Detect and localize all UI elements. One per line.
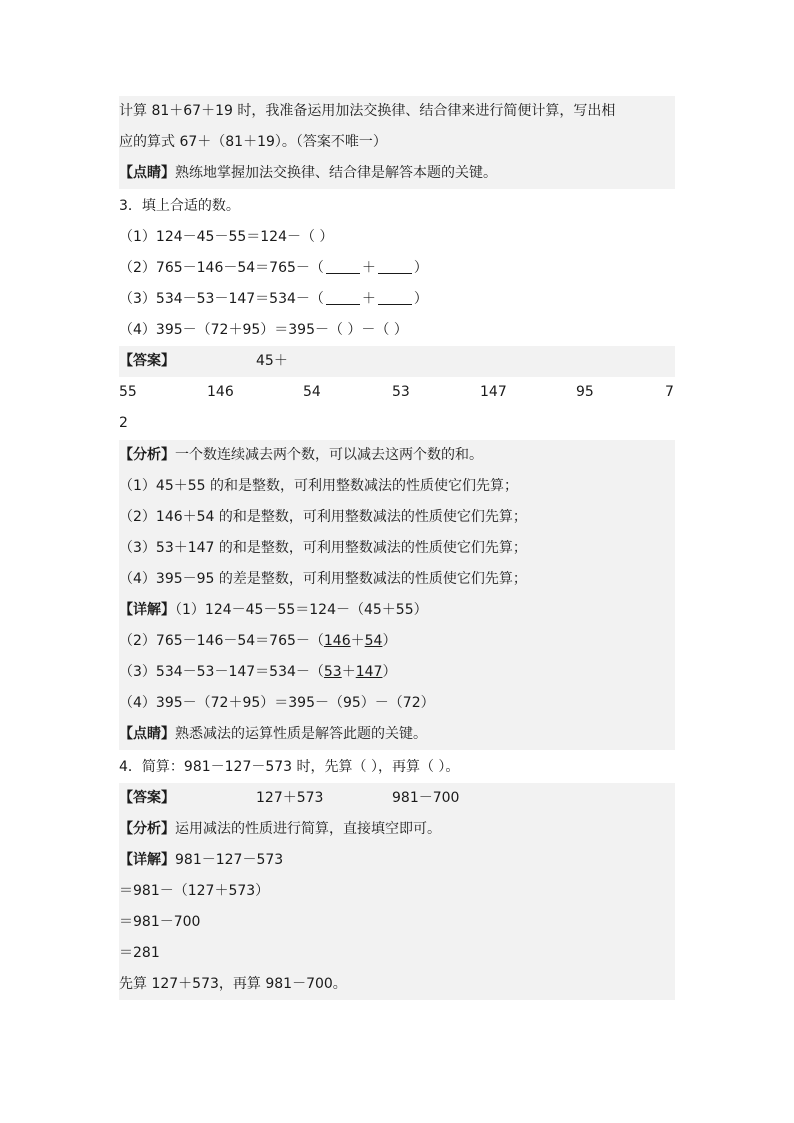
analysis-text: 一个数连续减去两个数，可以减去这两个数的和。 bbox=[175, 447, 483, 463]
q3-item-2 bbox=[119, 253, 675, 284]
q3-item-1: （1）124－45－55＝124－（ ） bbox=[119, 229, 334, 245]
answer-blank bbox=[326, 290, 360, 305]
answer-blank bbox=[326, 259, 360, 274]
q3-detail bbox=[119, 595, 675, 626]
answer-value: 54 bbox=[303, 384, 321, 400]
intro-line-2: 应的算式 67＋（81＋19）。（答案不唯一） bbox=[119, 127, 675, 158]
answer-label: 【答案】 bbox=[119, 790, 175, 806]
q3-analysis-item: （3）53＋147 的和是整数，可利用整数减法的性质使它们先算； bbox=[119, 533, 675, 564]
detail-underlined: 54 bbox=[364, 633, 383, 649]
q3-item-3 bbox=[119, 284, 675, 315]
q3-detail-2 bbox=[119, 626, 675, 657]
q4-step: ＝281 bbox=[119, 938, 675, 969]
q3-detail-4: （4）395－（72＋95）＝395－（95）－（72） bbox=[119, 688, 675, 719]
answer-value: 95 bbox=[576, 384, 594, 400]
q4-step: ＝981－（127＋573） bbox=[119, 876, 675, 907]
intro-tip bbox=[119, 158, 675, 189]
paren-close: ） bbox=[413, 291, 428, 307]
q3-analysis-item: （2）146＋54 的和是整数，可利用整数减法的性质使它们先算； bbox=[119, 502, 675, 533]
answer-blank bbox=[378, 290, 412, 305]
q4-answer-line bbox=[119, 783, 675, 814]
q3-analysis bbox=[119, 440, 675, 471]
q3-detail-3 bbox=[119, 657, 675, 688]
analysis-text: 运用减法的性质进行简算，直接填空即可。 bbox=[175, 821, 441, 837]
detail-label: 【详解】 bbox=[119, 602, 175, 618]
q4-detail bbox=[119, 845, 675, 876]
answer-blank bbox=[378, 259, 412, 274]
detail-underlined: 147 bbox=[355, 664, 383, 680]
answer-value: 45＋ bbox=[256, 353, 288, 369]
q3-analysis-item: （1）45＋55 的和是整数，可利用整数减法的性质使它们先算； bbox=[119, 471, 675, 502]
answer-value: 146 bbox=[207, 384, 234, 400]
q4-title: 4．简算：981－127－573 时，先算（ ），再算（ ）。 bbox=[119, 759, 460, 775]
paren-close: ） bbox=[413, 260, 428, 276]
q4-analysis bbox=[119, 814, 675, 845]
answer-value: 7 bbox=[665, 384, 674, 400]
tip-text: 熟悉减法的运算性质是解答此题的关键。 bbox=[175, 726, 427, 742]
q3-answer-line bbox=[119, 346, 675, 377]
plus-sign: ＋ bbox=[350, 633, 365, 649]
detail-underlined: 53 bbox=[323, 664, 342, 680]
q3-analysis-item: （4）395－95 的差是整数，可利用整数减法的性质使它们先算； bbox=[119, 564, 675, 595]
answer-value: 981－700 bbox=[392, 790, 460, 806]
q3-answer-wrap: 2 bbox=[119, 415, 128, 431]
q3-item-3-text: （3）534－53－147＝534－（ bbox=[119, 291, 324, 307]
plus-sign: ＋ bbox=[361, 260, 376, 276]
answer-label: 【答案】 bbox=[119, 353, 175, 369]
detail-label: 【详解】 bbox=[119, 852, 175, 868]
answer-value: 55 bbox=[119, 384, 137, 400]
tip-label: 【点睛】 bbox=[119, 165, 175, 181]
q3-tip bbox=[119, 719, 675, 750]
q3-item-4: （4）395－（72＋95）＝395－（ ）－（ ） bbox=[119, 322, 408, 338]
detail-text: （3）534－53－147＝534－（ bbox=[119, 664, 324, 680]
paren-close: ） bbox=[382, 664, 397, 680]
q3-item-2-text: （2）765－146－54＝765－（ bbox=[119, 260, 324, 276]
detail-text: （1）124－45－55＝124－（45＋55） bbox=[175, 602, 428, 618]
tip-label: 【点睛】 bbox=[119, 726, 175, 742]
answer-value: 147 bbox=[480, 384, 507, 400]
q4-conclusion: 先算 127＋573，再算 981－700。 bbox=[119, 969, 675, 1000]
detail-underlined: 146 bbox=[323, 633, 351, 649]
intro-line-1: 计算 81＋67＋19 时，我准备运用加法交换律、结合律来进行简便计算，写出相 bbox=[119, 96, 675, 127]
answer-value: 127＋573 bbox=[256, 790, 324, 806]
q3-answer-row bbox=[119, 377, 675, 408]
plus-sign: ＋ bbox=[361, 291, 376, 307]
paren-close: ） bbox=[382, 633, 397, 649]
q4-step: ＝981－700 bbox=[119, 907, 675, 938]
detail-text: 981－127－573 bbox=[175, 852, 284, 868]
analysis-label: 【分析】 bbox=[119, 447, 175, 463]
answer-value: 53 bbox=[392, 384, 410, 400]
analysis-label: 【分析】 bbox=[119, 821, 175, 837]
q3-title: 3．填上合适的数。 bbox=[119, 198, 240, 214]
tip-text: 熟练地掌握加法交换律、结合律是解答本题的关键。 bbox=[175, 165, 497, 181]
detail-text: （2）765－146－54＝765－（ bbox=[119, 633, 324, 649]
plus-sign: ＋ bbox=[341, 664, 356, 680]
